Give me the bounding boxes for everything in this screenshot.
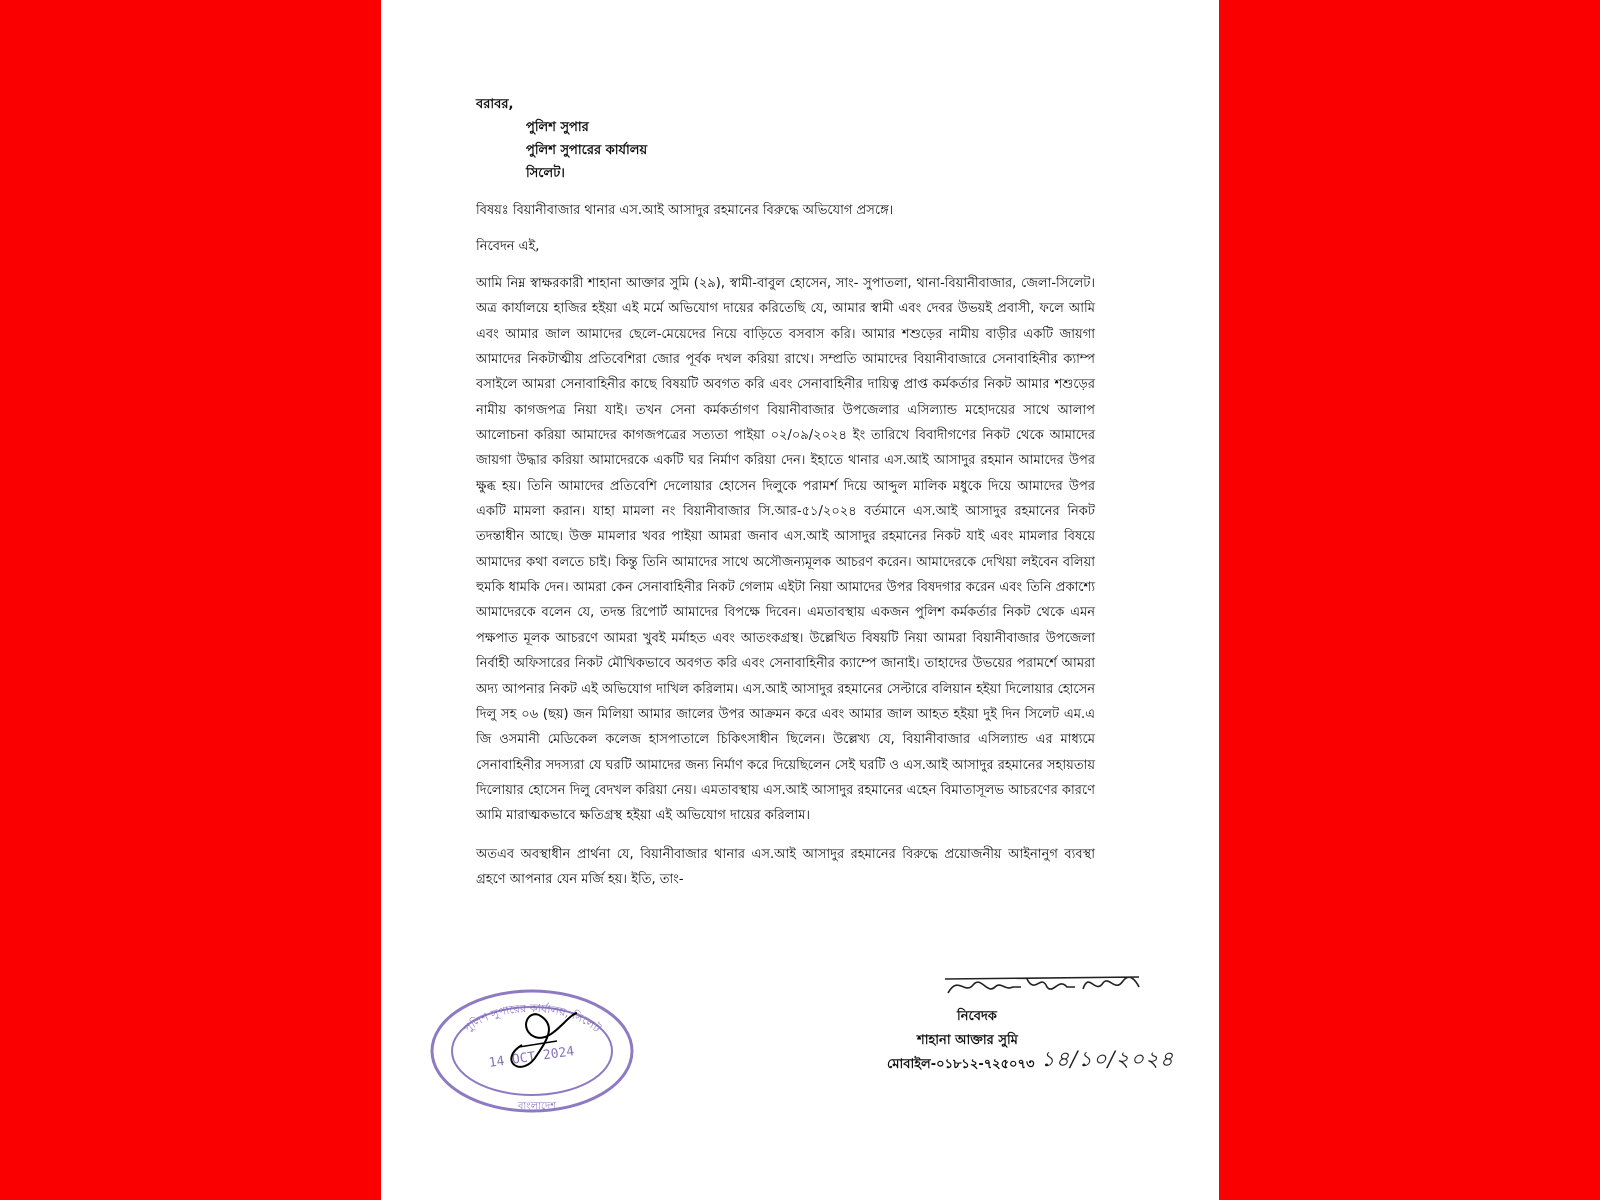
sender-name: শাহানা আক্তার সুমি [917,1033,1018,1048]
sender-block [887,1005,1034,1077]
office-seal-stamp [427,985,637,1117]
document-page [381,0,1219,1200]
handwritten-signature [943,965,1143,1003]
sender-label: নিবেদক [957,1009,997,1024]
stamp-bottom-text: বাংলাদেশ [517,1101,557,1112]
complaint-body: আমি নিম্ন স্বাক্ষরকারী শাহানা আক্তার সুমি (২৯), স্বামী-বাবুল হোসেন, সাং- সুপাতলা, থানা-বিয়ানীবাজার, জেলা-সিলেট। অত্র কার্যালয়ে হাজির হইয়া এই মর্মে অভিযোগ দায়ের করিতেছি যে, আমার স্বামী এবং দেবর উভয়ই প্রবাসী, ফলে আমি এবং আমার জাল আমাদের ছেলে-মেয়েদের নিয়ে বাড়িতে বসবাস করি। আমার শশুড়ের নামীয় বাড়ীর একটি জায়গা আমাদের নিকটাত্মীয় প্রতিবেশিরা জোর পূর্বক দখল করিয়া রাখে। সম্প্রতি আমাদের বিয়ানীবাজারে সেনাবাহিনীর ক্যাম্প বসাইলে আমরা সেনাবাহিনীর কাছে বিষয়টি অবগত করি এবং সেনাবাহিনীর দায়িত্ব প্রাপ্ত কর্মকর্তার নিকট আমার শশুড়ের নামীয় কাগজপত্র নিয়া যাই। তখন সেনা কর্মকর্তাগণ বিয়ানীবাজার উপজেলার এসিল্যান্ড মহোদয়ের সাথে আলাপ আলোচনা করিয়া আমাদের কাগজপত্রের সত্যতা পাইয়া ০২/০৯/২০২৪ ইং তারিখে বিবাদীগণের নিকট থেকে আমাদের জায়গা উদ্ধার করিয়া আমাদেরকে একটি ঘর নির্মাণ করিয়া দেন। ইহাতে থানার এস.আই আসাদুর রহমান আমাদের উপর ক্ষুব্ধ হয়। তিনি আমাদের প্রতিবেশি দেলোয়ার হোসেন দিলুকে পরামর্শ দিয়ে আব্দুল মালিক মধুকে দিয়ে আমাদের উপর একটি মামলা করান। যাহা মামলা নং বিয়ানীবাজার সি.আর-৫১/২০২৪ বর্তমানে এস.আই আসাদুর রহমানের নিকট তদন্তাধীন আছে। উক্ত মামলার খবর পাইয়া আমরা জনাব এস.আই আসাদুর রহমানের নিকট যাই এবং মামলার বিষয়ে আমাদের কথা বলতে চাই। কিন্তু তিনি আমাদের সাথে অসৌজন্যমূলক আচরণ করেন। আমাদেরকে দেখিয়া লইবেন বলিয়া হুমকি ধামকি দেন। আমরা কেন সেনাবাহিনীর নিকট গেলাম এইটা নিয়া আমাদের উপর বিষদগার করেন এবং তিনি প্রকাশ্যে আমাদেরকে বলেন যে, তদন্ত রিপোর্ট আমাদের বিপক্ষে দিবেন। এমতাবস্থায় একজন পুলিশ কর্মকর্তার নিকট থেকে এমন পক্ষপাত মূলক আচরণে আমরা খুবই মর্মাহত এবং আতংকগ্রস্থ। উল্লেখিত বিষয়টি নিয়া আমরা বিয়ানীবাজার উপজেলা নির্বাহী অফিসারের নিকট মৌখিকভাবে অবগত করি এবং সেনাবাহিনীর ক্যাম্পে জানাই। তাহাদের উভয়ের পরামর্শে আমরা অদ্য আপনার নিকট এই অভিযোগ দাখিল করিলাম। এস.আই আসাদুর রহমানের সেল্টারে বলিয়ান হইয়া দিলোয়ার হোসেন দিলু সহ ০৬ (ছয়) জন মিলিয়া আমার জালের উপর আক্রমন করে এবং আমার জাল আহত হইয়া দুই দিন সিলেট এম.এ জি ওসমানী মেডিকেল কলেজ হাসপাতালে চিকিৎসাধীন ছিলেন। উল্লেখ্য যে, বিয়ানীবাজার এসিল্যান্ড এর মাধ্যমে সেনাবাহিনীর সদস্যরা যে ঘরটি আমাদের জন্য নির্মাণ করে দিয়েছিলেন সেই ঘরটি ও এস.আই আসাদুর রহমানের সহায়তায় দিলোয়ার হোসেন দিলু বেদখল করিয়া নেয়। এমতাবস্থায় এস.আই আসাদুর রহমানের এহেন বিমাতাসূলভ আচরণের কারণে আমি মারাত্মকভাবে ক্ষতিগ্রস্থ হইয়া এই অভিযোগ দায়ের করিলাম। [476,276,1095,824]
salutation-to: বরাবর, [476,97,514,112]
stamp-text: পুলিশ সুপারের কার্যালয়, সিলেট [461,1001,603,1036]
recipient-office: পুলিশ সুপারের কার্যালয় [526,143,648,158]
handwritten-date: ১৪/১০/২০২৪ [1041,1047,1175,1071]
sender-mobile: মোবাইল-০১৮১২-৭২৫০৭৩ [887,1057,1035,1072]
closing-prayer: অতএব অবস্থাধীন প্রার্থনা যে, বিয়ানীবাজার থানার এস.আই আসাদুর রহমানের বিরুদ্ধে প্রয়োজনীয় আইনানুগ ব্যবস্থা গ্রহণে আপনার যেন মর্জি হয়। ইতি, তাং- [476,846,1095,887]
stamp-date: 14 OCT 2024 [487,1044,576,1071]
recipient-city: সিলেট। [526,166,565,181]
greeting: নিবেদন এই, [476,239,540,254]
recipient: পুলিশ সুপার [526,120,589,135]
svg-text:পুলিশ সুপারের কার্যালয়, সিলেট [461,1002,603,1036]
subject-line: বিষয়ঃ বিয়ানীবাজার থানার এস.আই আসাদুর রহমানের বিরুদ্ধে অভিযোগ প্রসঙ্গে। [476,203,894,218]
letter-body [476,93,1095,905]
